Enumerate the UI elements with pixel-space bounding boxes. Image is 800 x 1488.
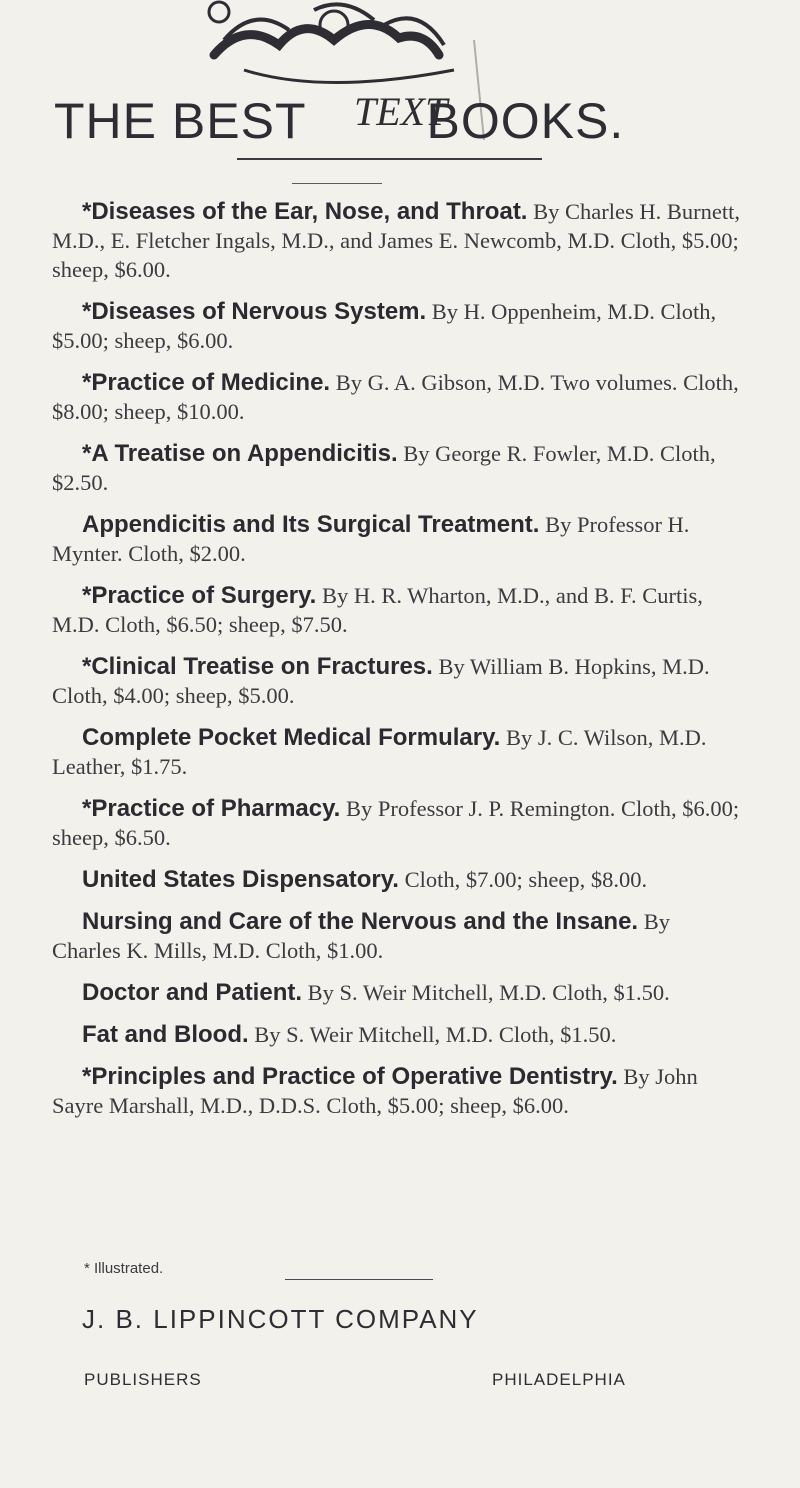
book-entry — [52, 1062, 744, 1120]
publisher-name: J. B. LIPPINCOTT COMPANY — [82, 1304, 479, 1334]
book-title: *Practice of Medicine. — [82, 369, 331, 396]
book-entry — [52, 865, 744, 894]
book-entry — [52, 1020, 744, 1049]
publisher-role: PUBLISHERS — [84, 1370, 202, 1389]
book-entry — [52, 297, 744, 355]
book-list — [52, 197, 744, 1133]
book-entry — [52, 510, 744, 568]
book-details: By George R. Fowler, M.D. Cloth, $2.50. — [52, 441, 716, 495]
book-title: *Practice of Pharmacy. — [82, 795, 341, 822]
book-title: Complete Pocket Medical Formulary. — [82, 724, 501, 751]
book-title: *Diseases of Nervous System. — [82, 298, 427, 325]
book-entry — [52, 197, 744, 284]
book-details: By Professor H. Mynter. Cloth, $2.00. — [52, 512, 690, 566]
book-details: By G. A. Gibson, M.D. Two volumes. Cloth, $8.00; sheep, $10.00. — [52, 370, 739, 424]
book-entry — [52, 368, 744, 426]
book-title: *Diseases of the Ear, Nose, and Throat. — [82, 198, 528, 225]
book-entry — [52, 907, 744, 965]
book-entry — [52, 439, 744, 497]
book-title: Nursing and Care of the Nervous and the Insane. — [82, 908, 639, 935]
book-title: Appendicitis and Its Surgical Treatment. — [82, 511, 540, 538]
book-title: *Principles and Practice of Operative Dentistry. — [82, 1063, 618, 1090]
masthead-title — [54, 92, 624, 150]
masthead — [52, 0, 738, 195]
book-details: By John Sayre Marshall, M.D., D.D.S. Cloth, $5.00; sheep, $6.00. — [52, 1064, 698, 1118]
book-details: By S. Weir Mitchell, M.D. Cloth, $1.50. — [254, 1022, 617, 1047]
book-details: By Professor J. P. Remington. Cloth, $6.00; sheep, $6.50. — [52, 796, 740, 850]
book-details: By S. Weir Mitchell, M.D. Cloth, $1.50. — [307, 980, 670, 1005]
publisher-city: PHILADELPHIA — [492, 1370, 626, 1389]
book-title: *Clinical Treatise on Fractures. — [82, 653, 433, 680]
book-title: *Practice of Surgery. — [82, 582, 317, 609]
logo-text: TEXT — [354, 89, 448, 134]
book-title: *A Treatise on Appendicitis. — [82, 440, 398, 467]
masthead-rule — [237, 158, 542, 160]
book-details: By William B. Hopkins, M.D. Cloth, $4.00; sheep, $5.00. — [52, 654, 710, 708]
book-title: United States Dispensatory. — [82, 866, 399, 893]
book-entry — [52, 652, 744, 710]
book-details: Cloth, $7.00; sheep, $8.00. — [404, 867, 648, 892]
masthead-title-left: THE BEST — [54, 93, 307, 149]
book-entry — [52, 581, 744, 639]
book-entry — [52, 794, 744, 852]
book-details: By H. R. Wharton, M.D., and B. F. Curtis, M.D. Cloth, $6.50; sheep, $7.50. — [52, 583, 703, 637]
book-entry — [52, 723, 744, 781]
book-title: Doctor and Patient. — [82, 979, 303, 1006]
footnote-rule — [285, 1279, 433, 1280]
masthead-title-right: BOOKS. — [426, 93, 625, 149]
book-title: Fat and Blood. — [82, 1021, 249, 1048]
illustrated-footnote: * Illustrated. — [84, 1260, 164, 1277]
masthead-rule-short — [292, 183, 382, 184]
book-entry — [52, 978, 744, 1007]
book-details: By J. C. Wilson, M.D. Leather, $1.75. — [52, 725, 707, 779]
book-details: By Charles K. Mills, M.D. Cloth, $1.00. — [52, 909, 670, 963]
book-details: By Charles H. Burnett, M.D., E. Fletcher Ingals, M.D., and James E. Newcomb, M.D. Cloth, $5.00; sheep, $6.00. — [52, 199, 740, 282]
book-details: By H. Oppenheim, M.D. Cloth, $5.00; sheep, $6.00. — [52, 299, 717, 353]
